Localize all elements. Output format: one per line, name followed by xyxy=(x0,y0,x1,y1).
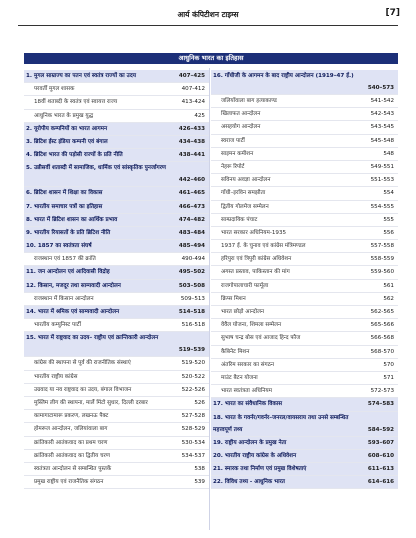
page-number: [7] xyxy=(385,8,400,18)
toc-page-range: 584–592 xyxy=(367,426,394,433)
toc-page-range: 522-526 xyxy=(181,386,205,393)
toc-subtopic-entry xyxy=(211,148,398,161)
toc-subtopic-entry xyxy=(211,253,398,266)
chapter-number: 1. xyxy=(26,73,33,79)
toc-page-range: 558-559 xyxy=(370,256,394,263)
entry-title-text: ब्रिटिश शासन में शिक्षा का विकास xyxy=(33,190,103,197)
toc-page-range: 503–508 xyxy=(178,282,205,289)
toc-entry-title xyxy=(34,110,173,122)
toc-entry-title xyxy=(221,280,362,292)
entry-title-text: राजस्थान एवं 1857 की क्रांति xyxy=(34,256,96,263)
toc-left-column xyxy=(24,70,209,489)
toc-entry-title xyxy=(34,397,173,409)
toc-page-range: 519–539 xyxy=(178,347,205,354)
toc-subtopic-entry xyxy=(211,135,398,148)
toc-page-range: 528-529 xyxy=(181,426,205,433)
toc-subtopic-entry xyxy=(24,463,209,476)
entry-title-text: मुस्लिम लीग की स्थापना, मार्ले मिंटो सुधार, दिल्ली दरबार xyxy=(34,399,148,406)
chapter-number: 7. xyxy=(26,203,33,210)
page-header xyxy=(0,8,416,24)
toc-page-range: 545-548 xyxy=(370,137,394,144)
toc-page-range: 543-545 xyxy=(370,124,394,131)
toc-entry-title xyxy=(221,359,362,371)
toc-subtopic-entry xyxy=(24,319,209,332)
toc-chapter-entry xyxy=(24,201,209,214)
toc-page-range: 527-528 xyxy=(181,413,205,420)
entry-title-text: जन आन्दोलन एवं आदिवासी विद्रोह xyxy=(37,269,110,276)
toc-entry-title xyxy=(213,450,362,462)
toc-entry-title xyxy=(221,214,362,226)
chapter-number: 20. xyxy=(213,452,223,459)
entry-title-text: द्वितीय गोलमेज सम्मेलन xyxy=(221,203,269,210)
entry-title-text: भारतीय राष्ट्रीय कांग्रेस xyxy=(34,373,78,380)
entry-title-text: असहयोग आन्दोलन xyxy=(221,124,261,131)
toc-page-range: 542-543 xyxy=(370,111,394,118)
toc-entry-title xyxy=(221,346,362,358)
toc-chapter-entry xyxy=(211,412,398,437)
toc-chapter-entry xyxy=(211,70,398,95)
toc-subtopic-entry xyxy=(211,319,398,332)
chapter-number: 5. xyxy=(26,165,33,172)
toc-entry-title xyxy=(34,410,173,422)
toc-entry-title xyxy=(221,385,362,397)
toc-page-range: 548 xyxy=(383,150,394,157)
chapter-number: 6. xyxy=(26,190,33,197)
toc-subtopic-entry xyxy=(24,450,209,463)
toc-subtopic-entry xyxy=(211,201,398,214)
toc-subtopic-entry xyxy=(211,161,398,174)
toc-entry-title xyxy=(213,437,362,449)
chapter-number: 17. xyxy=(213,401,223,408)
toc-page-range: 556 xyxy=(383,229,394,236)
toc-entry-title xyxy=(26,123,173,135)
toc-entry-title xyxy=(26,280,173,292)
toc-chapter-entry xyxy=(24,280,209,293)
toc-subtopic-entry xyxy=(24,253,209,266)
toc-subtopic-entry xyxy=(24,384,209,397)
toc-subtopic-entry xyxy=(24,476,209,489)
chapter-number: 16. xyxy=(213,73,223,79)
toc-entry-title xyxy=(221,148,362,160)
entry-title-text: माउंट बैटन योजना xyxy=(221,374,258,381)
toc-page-range: 562-565 xyxy=(370,309,394,315)
toc-page-range: 551-553 xyxy=(370,177,394,184)
toc-page-range: 559-560 xyxy=(370,269,394,276)
entry-title-text: हरिपुरा एवं त्रिपुरी कांग्रेस अधिवेशन xyxy=(221,256,292,263)
toc-chapter-entry xyxy=(24,187,209,200)
entry-title-text: मुगल साम्राज्य का पतन एवं स्वतंत्र राज्यों का उदय xyxy=(33,73,136,79)
entry-title-text: भारतीय राष्ट्रीय कांग्रेस के अधिवेशन xyxy=(224,452,297,459)
toc-page-range: 534-537 xyxy=(181,452,205,459)
toc-entry-title xyxy=(221,121,362,133)
toc-entry-title xyxy=(221,372,362,384)
toc-entry-title xyxy=(34,319,173,331)
toc-page-range: 490-494 xyxy=(181,256,205,263)
toc-subtopic-entry xyxy=(24,437,209,450)
toc-right-column xyxy=(211,70,398,489)
entry-title-text: स्वतंत्रता आन्दोलन से सम्बन्धित पुस्तकें xyxy=(34,465,112,472)
toc-entry-title xyxy=(26,201,173,213)
entry-title-text: गाँधीजी के आगमन के बाद राष्ट्रीय आन्दोलन (1919–47 ई.) xyxy=(224,73,354,79)
toc-chapter-entry xyxy=(24,266,209,279)
toc-page-range: 554 xyxy=(383,190,394,197)
toc-chapter-entry xyxy=(24,162,209,187)
publication-title: आर्य कंपिटीशन टाइम्स xyxy=(177,10,239,19)
toc-entry-title xyxy=(221,319,362,331)
toc-chapter-entry xyxy=(211,463,398,476)
toc-subtopic-entry xyxy=(211,385,398,398)
entry-title-text: कामागाटामारू प्रकरण, लखनऊ पैक्ट xyxy=(34,413,109,420)
entry-title-text: भारतीय समाचार पत्रों का इतिहास xyxy=(33,203,103,210)
entry-title-text: साम्प्रदायिक पंचाट xyxy=(221,216,258,223)
entry-title-text: राजस्थान में किसान आन्दोलन xyxy=(34,295,94,302)
entry-title-text: किसान, मजदूर तथा साम्यवादी आन्दोलन xyxy=(37,282,121,289)
toc-entry-title xyxy=(26,149,173,161)
toc-page-range: 442–460 xyxy=(178,177,205,184)
toc-entry-title xyxy=(221,135,362,147)
toc-page-range: 566-568 xyxy=(370,335,394,342)
toc-subtopic-entry xyxy=(211,293,398,306)
toc-page-range: 407–425 xyxy=(178,73,205,79)
chapter-number: 10. xyxy=(26,243,36,250)
toc-entry-title xyxy=(34,437,173,449)
toc-entry-title xyxy=(221,332,362,344)
toc-entry-title xyxy=(34,83,173,95)
toc-entry-title xyxy=(213,398,362,410)
entry-title-text: राजगोपालाचारी फार्मूला xyxy=(221,282,269,289)
entry-title-text: 18वीं शताब्दी के स्वतंत्र एवं स्वायत्त राज्य xyxy=(34,99,118,106)
chapter-number: 21. xyxy=(213,465,223,472)
toc-subtopic-entry xyxy=(211,227,398,240)
toc-entry-title xyxy=(213,463,362,475)
entry-title-text: प्रमुख राष्ट्रीय एवं राजनैतिक संगठन xyxy=(34,479,104,486)
toc-entry-title xyxy=(26,306,173,318)
toc-chapter-entry xyxy=(211,450,398,463)
entry-title-text: उन्नीसवीं शताब्दी में सामाजिक, धार्मिक एवं सांस्कृतिक पुनर्जागरण xyxy=(33,165,166,172)
toc-entry-title xyxy=(221,108,362,120)
toc-chapter-entry xyxy=(24,332,209,357)
toc-page-range: 413-424 xyxy=(181,99,205,106)
entry-title-text: क्रांतिकारी आतंकवाद का प्रथम चरण xyxy=(34,439,108,446)
toc-entry-title xyxy=(213,476,362,488)
toc-page-range: 562 xyxy=(383,295,394,302)
toc-subtopic-entry xyxy=(211,121,398,134)
toc-page-range: 608–610 xyxy=(367,452,394,459)
entry-title-text: अगस्त प्रस्ताव, पाकिस्तान की मांग xyxy=(221,269,290,276)
entry-title-text: क्रिप्स मिशन xyxy=(221,295,246,302)
entry-title-text: भारत में राष्ट्रवाद का उदय– राष्ट्रीय एवं क्रान्तिकारी आन्दोलन xyxy=(37,335,159,342)
entry-title-text: खिलाफत आन्दोलन xyxy=(221,111,261,118)
entry-title-text: स्वराज पार्टी xyxy=(221,137,245,144)
toc-page-range: 539 xyxy=(194,479,205,486)
toc-page-range: 593–607 xyxy=(367,439,394,446)
entry-title-text: विविध तथ्य - आधुनिक भारत xyxy=(224,479,286,486)
toc-entry-title xyxy=(221,174,362,186)
toc-entry-title xyxy=(34,450,173,462)
chapter-number: 9. xyxy=(26,229,33,236)
entry-title-text: स्मारक तथा निर्माण एवं प्रमुख विशेषताएं xyxy=(224,465,307,472)
toc-page-range: 474–482 xyxy=(178,216,205,223)
toc-page-range: 516-518 xyxy=(181,322,205,329)
toc-chapter-entry xyxy=(24,306,209,319)
entry-title-text: भारत में ब्रिटिश शासन का आर्थिक प्रभाव xyxy=(33,216,118,223)
toc-entry-title xyxy=(213,70,362,82)
toc-subtopic-entry xyxy=(24,397,209,410)
toc-entry-title xyxy=(221,306,362,318)
toc-page-range: 555 xyxy=(383,216,394,223)
toc-subtopic-entry xyxy=(211,372,398,385)
entry-title-text: भारत में श्रमिक एवं साम्यवादी आन्दोलन xyxy=(37,309,120,315)
toc-entry-title xyxy=(34,293,173,305)
toc-chapter-entry xyxy=(24,70,209,83)
toc-page-range: 519-520 xyxy=(181,360,205,367)
toc-subtopic-entry xyxy=(24,293,209,306)
toc-page-range: 425 xyxy=(194,112,205,119)
entry-title-text: भारत स्वतंत्रता अधिनियम xyxy=(221,388,272,395)
toc-entry-title xyxy=(26,162,173,174)
toc-subtopic-entry xyxy=(24,410,209,423)
entry-title-text: सविनय अवज्ञा आन्दोलन xyxy=(221,177,271,184)
toc-subtopic-entry xyxy=(211,359,398,372)
entry-title-text: कैबिनेट मिशन xyxy=(221,348,250,355)
entry-title-text: सुभाष चन्द्र बोस एवं आजाद हिन्द फौज xyxy=(221,335,301,342)
toc-page-range: 495–502 xyxy=(178,269,205,276)
toc-subtopic-entry xyxy=(24,357,209,370)
chapter-number: 2. xyxy=(26,125,33,132)
entry-title-text: भारत के गवर्नर/गवर्नर–जनरल/वायसराय तथा उनसे सम्बन्धित महत्त्वपूर्ण तथ्य xyxy=(213,414,349,433)
chapter-number: 19. xyxy=(213,439,223,446)
toc-chapter-entry xyxy=(24,214,209,227)
toc-page-range: 614–616 xyxy=(367,479,394,486)
toc-entry-title xyxy=(221,187,362,199)
entry-title-text: 1937 ई. के चुनाव एवं कांग्रेस मंत्रिमण्डल xyxy=(221,243,306,250)
entry-title-text: 1857 का स्वतंत्रता संघर्ष xyxy=(37,243,92,250)
toc-page-range: 554-555 xyxy=(370,203,394,210)
toc-entry-title xyxy=(26,70,173,82)
toc-page-range: 541-542 xyxy=(370,98,394,104)
entry-title-text: भारत छोड़ो आन्दोलन xyxy=(221,309,264,315)
column-divider xyxy=(209,68,210,530)
toc-chapter-entry xyxy=(24,240,209,253)
toc-page-range: 509–513 xyxy=(180,295,205,302)
toc-subtopic-entry xyxy=(211,174,398,187)
chapter-number: 12. xyxy=(26,282,36,289)
toc-entry-title xyxy=(34,96,173,108)
toc-page-range: 540–573 xyxy=(367,85,394,91)
toc-subtopic-entry xyxy=(211,240,398,253)
entry-title-text: होमरूल आन्दोलन, जलियांवाला बाग xyxy=(34,426,108,433)
toc-subtopic-entry xyxy=(211,95,398,108)
entry-title-text: भारत का संवैधानिक विकास xyxy=(224,401,283,408)
toc-chapter-entry xyxy=(24,123,209,136)
toc-entry-title xyxy=(213,412,362,436)
entry-title-text: ब्रिटिश भारत की पड़ोसी राज्यों के प्रति नीति xyxy=(33,152,123,159)
toc-page-range: 438–441 xyxy=(178,152,205,159)
entry-title-text: गाँधी–इरविन समझौता xyxy=(221,190,266,197)
toc-entry-title xyxy=(34,371,173,383)
toc-subtopic-entry xyxy=(211,108,398,121)
entry-title-text: उग्रवाद या नव राष्ट्रवाद का उदय, बंगाल विभाजन xyxy=(34,386,132,393)
toc-subtopic-entry xyxy=(211,187,398,200)
chapter-number: 8. xyxy=(26,216,33,223)
toc-page-range: 520-522 xyxy=(181,373,205,380)
toc-entry-title xyxy=(26,266,173,278)
toc-subtopic-entry xyxy=(24,371,209,384)
header-rule xyxy=(18,25,398,26)
toc-chapter-entry xyxy=(211,476,398,489)
toc-chapter-entry xyxy=(211,437,398,450)
toc-entry-title xyxy=(26,136,173,148)
toc-page-range: 557-558 xyxy=(370,243,394,250)
toc-entry-title xyxy=(26,240,173,252)
chapter-number: 4. xyxy=(26,152,33,159)
toc-chapter-entry xyxy=(24,136,209,149)
toc-entry-title xyxy=(26,227,173,239)
toc-page-range: 611–613 xyxy=(367,465,394,472)
toc-subtopic-entry xyxy=(211,346,398,359)
toc-entry-title xyxy=(221,227,362,239)
toc-entry-title xyxy=(34,357,173,369)
chapter-number: 15. xyxy=(26,335,36,342)
toc-page-range: 561 xyxy=(383,282,394,289)
entry-title-text: भारत सरकार अधिनियम-1935 xyxy=(221,229,287,236)
toc-page-range: 571 xyxy=(383,374,394,381)
entry-title-text: राष्ट्रीय आन्दोलन के प्रमुख नेता xyxy=(224,439,287,446)
toc-subtopic-entry xyxy=(24,83,209,96)
toc-page-range: 407-412 xyxy=(181,86,205,93)
entry-title-text: यूरोपीय कम्पनियों का भारत आगमन xyxy=(33,125,108,132)
toc-subtopic-entry xyxy=(211,214,398,227)
toc-chapter-entry xyxy=(24,227,209,240)
toc-subtopic-entry xyxy=(211,266,398,279)
section-banner: आधुनिक भारत का इतिहास xyxy=(24,53,398,64)
toc-entry-title xyxy=(34,253,173,265)
toc-page-range: 530-534 xyxy=(181,439,205,446)
toc-page-range: 572-573 xyxy=(370,388,394,395)
toc-entry-title xyxy=(26,214,173,226)
toc-page-range: 526 xyxy=(194,399,205,406)
toc-page-range: 461–465 xyxy=(178,190,205,197)
toc-entry-title xyxy=(221,293,362,305)
toc-chapter-entry xyxy=(211,398,398,411)
toc-page-range: 565-566 xyxy=(370,322,394,329)
entry-title-text: वेवैल योजना, शिमला सम्मेलन xyxy=(221,322,282,329)
toc-page-range: 568-570 xyxy=(370,348,394,355)
chapter-number: 22. xyxy=(213,479,223,486)
toc-subtopic-entry xyxy=(211,306,398,319)
toc-page-range: 570 xyxy=(383,361,394,368)
toc-page-range: 485–494 xyxy=(178,243,205,250)
toc-entry-title xyxy=(26,187,173,199)
entry-title-text: आधुनिक भारत के प्रमुख युद्ध xyxy=(34,112,94,119)
toc-entry-title xyxy=(221,201,362,213)
entry-title-text: क्रांतिकारी आतंकवाद का द्वितीय चरण xyxy=(34,452,110,459)
toc-subtopic-entry xyxy=(24,423,209,436)
toc-subtopic-entry xyxy=(24,110,209,123)
entry-title-text: भारतीय रियासतों के प्रति ब्रिटिश नीति xyxy=(33,229,111,236)
chapter-number: 3. xyxy=(26,138,33,145)
toc-page-range: 483–484 xyxy=(178,229,205,236)
toc-entry-title xyxy=(221,253,362,265)
toc-entry-title xyxy=(221,240,362,252)
toc-page-range: 549-551 xyxy=(370,163,394,170)
toc-page-range: 466–473 xyxy=(178,203,205,210)
toc-page-range: 574–583 xyxy=(367,401,394,408)
entry-title-text: नेहरू रिपोर्ट xyxy=(221,163,245,170)
toc-page-range: 538 xyxy=(194,465,205,472)
entry-title-text: अंतरिम सरकार का संगठन xyxy=(221,361,275,368)
entry-title-text: परवर्ती मुगल शासक xyxy=(34,86,75,93)
toc-subtopic-entry xyxy=(24,96,209,109)
toc-entry-title xyxy=(34,384,173,396)
chapter-number: 11. xyxy=(26,269,36,276)
toc-page-range: 434–438 xyxy=(178,138,205,145)
toc-entry-title xyxy=(221,266,362,278)
toc-entry-title xyxy=(34,423,173,435)
toc-subtopic-entry xyxy=(211,332,398,345)
chapter-number: 14. xyxy=(26,309,36,315)
toc-page-range: 514–518 xyxy=(178,309,205,315)
chapter-number: 18. xyxy=(213,414,223,421)
toc-entry-title xyxy=(34,463,173,475)
toc-entry-title xyxy=(221,161,362,173)
entry-title-text: साइमन कमीशन xyxy=(221,150,254,157)
toc-entry-title xyxy=(26,332,173,344)
entry-title-text: ब्रिटिश ईस्ट इंडिया कम्पनी एवं बंगाल xyxy=(33,138,108,145)
toc-entry-title xyxy=(221,95,362,107)
toc-page-range: 426–433 xyxy=(178,125,205,132)
entry-title-text: भारतीय कम्युनिस्ट पार्टी xyxy=(34,322,81,329)
toc-entry-title xyxy=(34,476,173,488)
entry-title-text: कांग्रेस की स्थापना से पूर्व की राजनीतिक संस्थाएं xyxy=(34,360,131,367)
toc-chapter-entry xyxy=(24,149,209,162)
entry-title-text: जलियाँवाला बाग हत्याकाण्ड xyxy=(221,98,277,104)
toc-subtopic-entry xyxy=(211,280,398,293)
